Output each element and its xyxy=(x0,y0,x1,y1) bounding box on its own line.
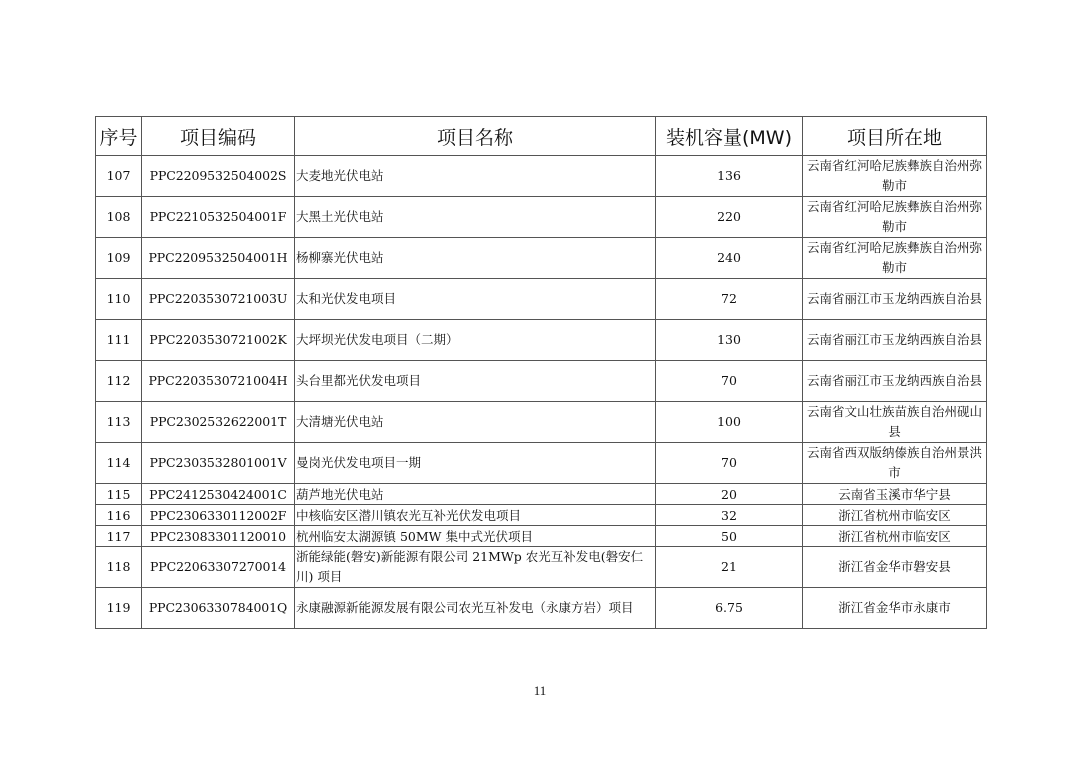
table-row xyxy=(96,443,987,484)
table-row xyxy=(96,238,987,279)
table-row xyxy=(96,279,987,320)
cell-location: 云南省丽江市玉龙纳西族自治县 xyxy=(803,320,987,361)
cell-location: 云南省丽江市玉龙纳西族自治县 xyxy=(803,361,987,402)
cell-location: 浙江省杭州市临安区 xyxy=(803,526,987,547)
cell-name: 杭州临安太湖源镇 50MW 集中式光伏项目 xyxy=(295,526,656,547)
cell-name: 大麦地光伏电站 xyxy=(295,156,656,197)
cell-seq: 107 xyxy=(96,156,142,197)
cell-name: 大清塘光伏电站 xyxy=(295,402,656,443)
cell-capacity: 70 xyxy=(656,361,803,402)
cell-code: PPC2306330112002F xyxy=(142,505,295,526)
header-code: 项目编码 xyxy=(142,117,295,156)
header-name: 项目名称 xyxy=(295,117,656,156)
cell-capacity: 70 xyxy=(656,443,803,484)
table-row xyxy=(96,526,987,547)
cell-seq: 112 xyxy=(96,361,142,402)
cell-capacity: 32 xyxy=(656,505,803,526)
cell-capacity: 136 xyxy=(656,156,803,197)
cell-name: 头台里都光伏发电项目 xyxy=(295,361,656,402)
cell-capacity: 6.75 xyxy=(656,588,803,629)
cell-seq: 115 xyxy=(96,484,142,505)
cell-code: PPC2203530721003U xyxy=(142,279,295,320)
cell-location: 浙江省金华市磐安县 xyxy=(803,547,987,588)
cell-capacity: 50 xyxy=(656,526,803,547)
header-capacity: 装机容量(MW) xyxy=(656,117,803,156)
table-header-row xyxy=(96,117,987,156)
cell-capacity: 72 xyxy=(656,279,803,320)
cell-code: PPC2210532504001F xyxy=(142,197,295,238)
cell-location: 云南省红河哈尼族彝族自治州弥勒市 xyxy=(803,238,987,279)
table-row xyxy=(96,402,987,443)
cell-code: PPC22063307270014 xyxy=(142,547,295,588)
cell-seq: 113 xyxy=(96,402,142,443)
cell-location: 云南省西双版纳傣族自治州景洪市 xyxy=(803,443,987,484)
cell-name: 大坪坝光伏发电项目（二期） xyxy=(295,320,656,361)
cell-capacity: 20 xyxy=(656,484,803,505)
page-number: 11 xyxy=(533,683,547,698)
cell-code: PPC2303532801001V xyxy=(142,443,295,484)
cell-code: PPC2412530424001C xyxy=(142,484,295,505)
cell-name: 葫芦地光伏电站 xyxy=(295,484,656,505)
cell-capacity: 220 xyxy=(656,197,803,238)
cell-seq: 119 xyxy=(96,588,142,629)
header-location: 项目所在地 xyxy=(803,117,987,156)
cell-code: PPC23083301120010 xyxy=(142,526,295,547)
cell-seq: 111 xyxy=(96,320,142,361)
cell-name: 浙能绿能(磐安)新能源有限公司 21MWp 农光互补发电(磐安仁川) 项目 xyxy=(295,547,656,588)
cell-name: 曼岗光伏发电项目一期 xyxy=(295,443,656,484)
cell-name: 杨柳寨光伏电站 xyxy=(295,238,656,279)
table-row xyxy=(96,361,987,402)
cell-name: 太和光伏发电项目 xyxy=(295,279,656,320)
table-row xyxy=(96,547,987,588)
table-row xyxy=(96,505,987,526)
cell-seq: 109 xyxy=(96,238,142,279)
cell-code: PPC2302532622001T xyxy=(142,402,295,443)
cell-code: PPC2209532504001H xyxy=(142,238,295,279)
cell-location: 浙江省杭州市临安区 xyxy=(803,505,987,526)
table-row xyxy=(96,588,987,629)
cell-seq: 117 xyxy=(96,526,142,547)
cell-capacity: 240 xyxy=(656,238,803,279)
cell-seq: 114 xyxy=(96,443,142,484)
cell-capacity: 100 xyxy=(656,402,803,443)
cell-location: 云南省文山壮族苗族自治州砚山县 xyxy=(803,402,987,443)
cell-code: PPC2203530721004H xyxy=(142,361,295,402)
cell-capacity: 21 xyxy=(656,547,803,588)
cell-seq: 118 xyxy=(96,547,142,588)
project-table xyxy=(95,116,987,629)
cell-location: 云南省玉溪市华宁县 xyxy=(803,484,987,505)
table-row xyxy=(96,156,987,197)
table-body xyxy=(96,156,987,629)
cell-seq: 110 xyxy=(96,279,142,320)
cell-location: 浙江省金华市永康市 xyxy=(803,588,987,629)
table-row xyxy=(96,484,987,505)
cell-location: 云南省红河哈尼族彝族自治州弥勒市 xyxy=(803,156,987,197)
header-seq: 序号 xyxy=(96,117,142,156)
cell-seq: 108 xyxy=(96,197,142,238)
cell-code: PPC2306330784001Q xyxy=(142,588,295,629)
cell-name: 中核临安区潜川镇农光互补光伏发电项目 xyxy=(295,505,656,526)
cell-name: 永康融源新能源发展有限公司农光互补发电（永康方岩）项目 xyxy=(295,588,656,629)
cell-name: 大黑土光伏电站 xyxy=(295,197,656,238)
cell-location: 云南省丽江市玉龙纳西族自治县 xyxy=(803,279,987,320)
cell-location: 云南省红河哈尼族彝族自治州弥勒市 xyxy=(803,197,987,238)
cell-capacity: 130 xyxy=(656,320,803,361)
cell-code: PPC2209532504002S xyxy=(142,156,295,197)
table-row xyxy=(96,320,987,361)
table-row xyxy=(96,197,987,238)
cell-seq: 116 xyxy=(96,505,142,526)
cell-code: PPC2203530721002K xyxy=(142,320,295,361)
